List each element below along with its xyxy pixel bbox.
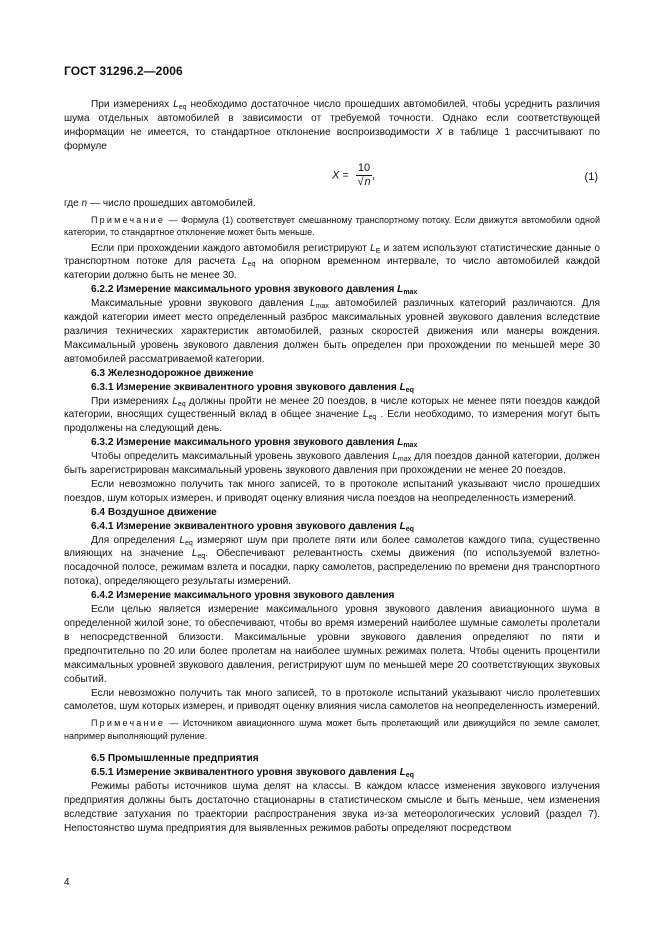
formula-1: X = $\frac{10}{√n}$ , (1): [332, 161, 598, 188]
section-heading: 6.4 Воздушное движение: [91, 506, 217, 518]
formula-lhs: X: [332, 169, 340, 182]
note: Примечание — Формула (1) соответствует смешанному транспортному потоку. Если движутся автомобили одной категории, то стандартное отклонение может быть меньше.: [64, 214, 600, 238]
paragraph: Чтобы определить максимальный уровень звукового давления $L_{max}$ для поездов данной категории, должен быть зарегистрирован максимальный уровень звукового давления при прохождении не менее 20 поездов.: [64, 451, 600, 477]
section-heading: 6.4.1 Измерение эквивалентного уровня звукового давления $L_{eq}$: [91, 520, 414, 533]
section-heading: 6.2.2 Измерение максимального уровня звукового давления $L_{max}$: [91, 284, 418, 297]
paragraph: При измерениях $L_{eq}$ должны пройти не менее 20 поездов, в числе которых не менее пяти поездов каждой категории, вносящих существенный вклад в общее значение $L_{eq}$ . Если необходимо, то измерения могут быть продолжены на следующий день.: [64, 395, 600, 435]
paragraph: где n — число прошедших автомобилей.: [64, 197, 256, 209]
paragraph: Для определения $L_{eq}$ измеряют шум при пролете пяти или более самолетов каждого типа, существенно влияющих на значение $L_{eq}$. Обеспечивают релевантность схемы движения (по используемой взлетно-посадочной полосе, режимам взлета и посадки, парку самолетов, распределению по времени дня транспортного потока), определяющего результаты измерений.: [64, 534, 601, 588]
formula-fraction: $\frac{10}{√n}$: [357, 161, 371, 188]
paragraph: Если целью является измерение максимального уровня звукового давления авиационного шума в определенной жилой зоне, то обеспечивают, чтобы во время измерений наиболее шумные самолеты пролетали в непосредственной близости. Максимальные уровни звукового давления определяют по пяти и предпочтительно по 20 или более пролетам на наиболее шумных режимах полета. Чтобы оценить процентили максимальных уровней звукового давления, регистрируют шум по меньшей мере 20 соответствующих звуковых событий.: [64, 604, 600, 685]
paragraph: Если при прохождении каждого автомобиля регистрируют $L_E$ и затем используют статистические данные о транспортном потоке для расчета $L_{eq}$ на опорном временном интервале, то число автомобилей каждой категории должно быть не менее 30.: [64, 242, 600, 282]
formula-number: (1): [584, 170, 598, 183]
section-heading: 6.4.2 Измерение максимального уровня звукового давления: [91, 590, 395, 602]
page-number: 4: [64, 877, 70, 888]
paragraph: Если невозможно получить так много записей, то в протоколе испытаний указывают число пролетевших самолетов, шум которых измерен, и приводят оценку влияния числа самолетов на неопределенность измерений.: [64, 687, 600, 713]
section-heading: 6.5 Промышленные предприятия: [91, 753, 259, 765]
section-heading: 6.5.1 Измерение эквивалентного уровня звукового давления $L_{eq}$: [91, 767, 414, 780]
document-body: [64, 98, 600, 836]
section-heading: 6.3 Железнодорожное движение: [91, 367, 254, 379]
paragraph: Максимальные уровни звукового давления $L_{max}$ автомобилей различных категорий различаются. Для каждой категории имеет место определенный разброс максимальных уровней звукового давления вследствие различия технических характеристик автомобилей, разных скоростей движения или манеры вождения. Максимальный уровень звукового давления должен быть определен при прохождении по меньшей мере 30 автомобилей рассматриваемой категории.: [64, 298, 600, 365]
section-heading: 6.3.1 Измерение эквивалентного уровня звукового давления $L_{eq}$: [91, 381, 414, 394]
paragraph: Если невозможно получить так много записей, то в протоколе испытаний указывают число прошедших поездов, шум которых измерен, и приводят оценку влияния числа поездов на неопределенность измерений.: [64, 478, 600, 504]
paragraph: Режимы работы источников шума делят на классы. В каждом классе изменения звукового излучения предприятия должны быть достаточно стационарны в статистическом смысле и быть меньше, чем изменения вследствие затухания по траектории распространения звука из-за метеорологических условий (раздел 7). Непостоянство шума предприятия для выявленных режимов работы определяют посредством: [64, 781, 600, 834]
note: Примечание — Источником авиационного шума может быть пролетающий или движущийся по земле самолет, например выполняющий руление.: [64, 718, 600, 741]
page-header: ГОСТ 31296.2—2006: [64, 64, 183, 78]
paragraph: При измерениях $L_{eq}$ необходимо достаточное число прошедших автомобилей, чтобы усреднить различия шума отдельных автомобилей в зависимости от требуемой точности. Однако если соответствующей информации не имеется, то стандартное отклонение воспроизводимости X в таблице 1 рассчитывают по формуле: [64, 99, 601, 152]
section-heading: 6.3.2 Измерение максимального уровня звукового давления $L_{max}$: [91, 437, 418, 450]
